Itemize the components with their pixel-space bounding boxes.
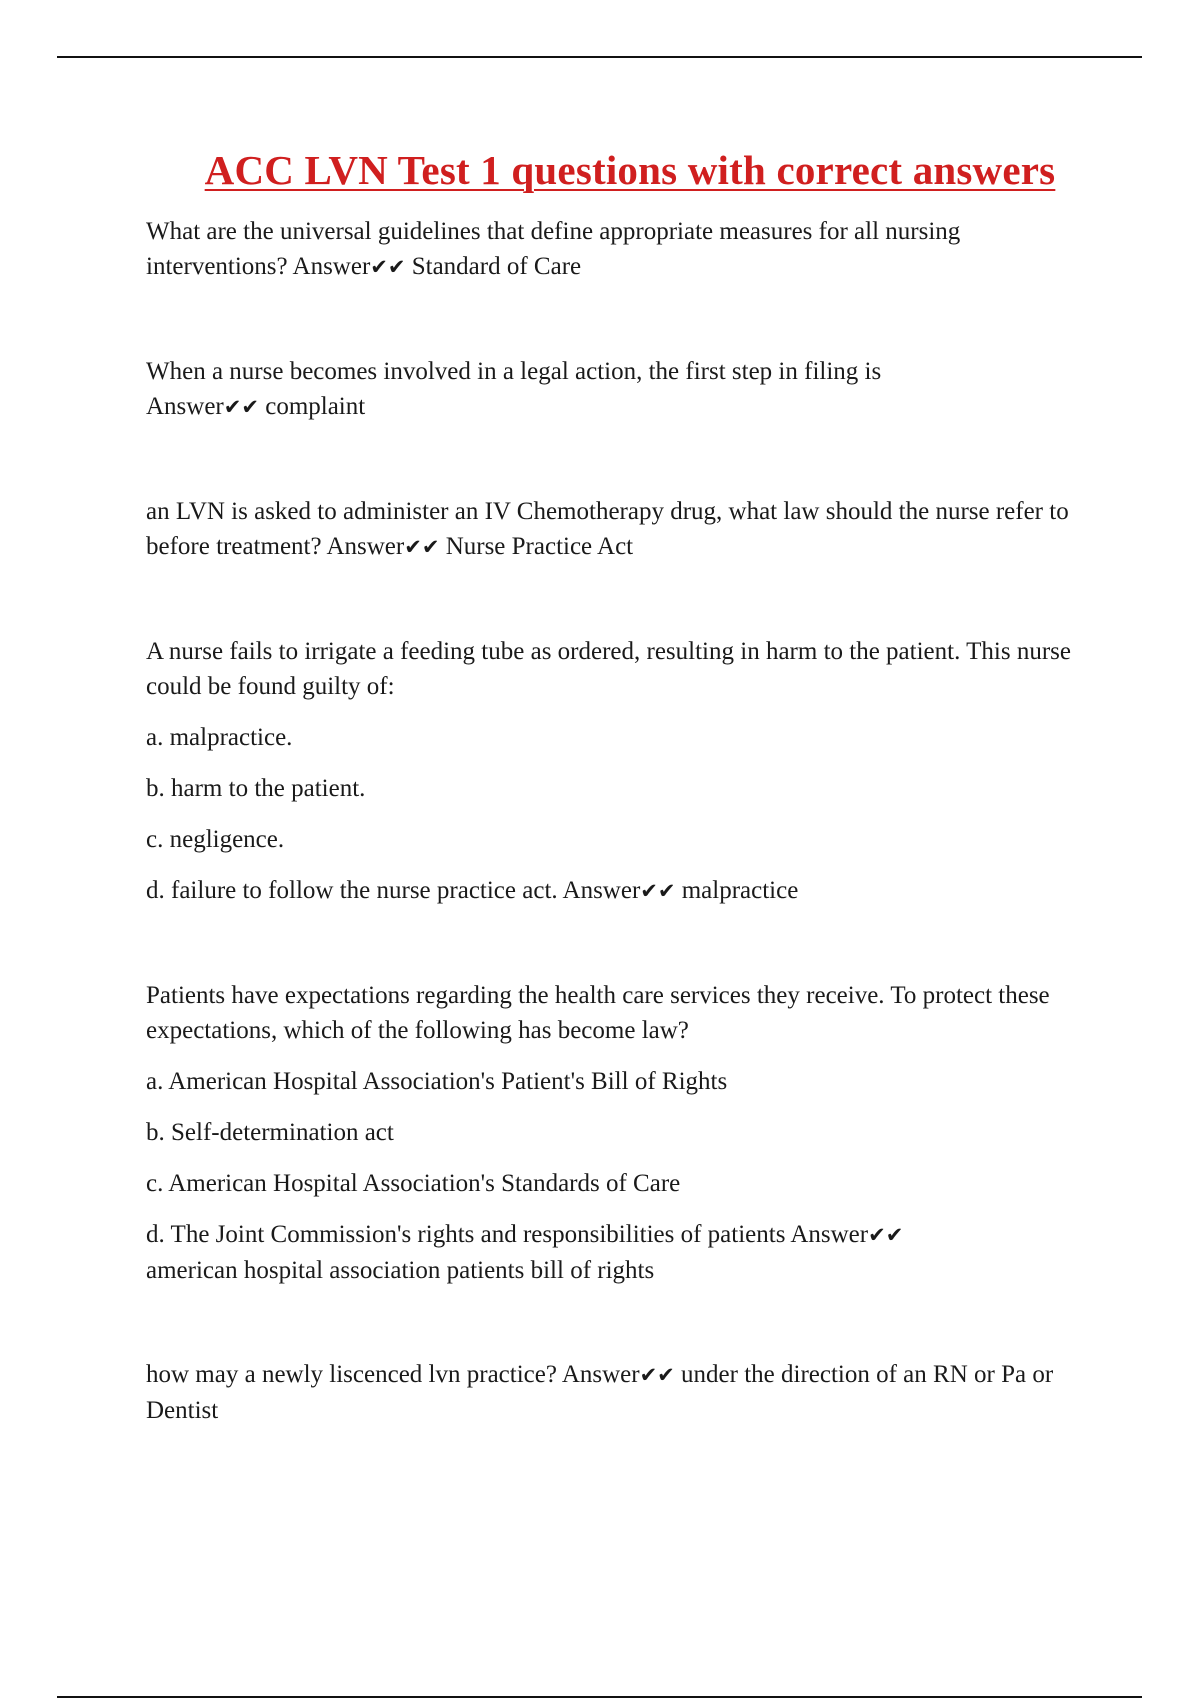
question-text: how may a newly liscenced lvn practice? (146, 1361, 557, 1388)
question-text: What are the universal guidelines that define appropriate measures for all nursing interventions? (146, 218, 961, 280)
double-check-icon: ✔✔ (223, 395, 259, 419)
option-c: c. American Hospital Association's Standards of Care (146, 1170, 681, 1197)
qa-item-6 (146, 1357, 1086, 1428)
answer-label: Answer (561, 1361, 640, 1388)
qa-item-5 (146, 978, 1086, 1288)
option-b: b. harm to the patient. (146, 775, 366, 802)
qa-item-2 (146, 354, 1086, 425)
option-a: a. malpractice. (146, 724, 293, 751)
answer-text: malpractice (681, 877, 799, 904)
qa-text (146, 494, 1086, 565)
qa-text (146, 1357, 1086, 1428)
double-check-icon: ✔✔ (868, 1223, 904, 1247)
answer-text: Nurse Practice Act (445, 533, 634, 560)
answer-label: Answer (292, 253, 371, 280)
question-text: Patients have expectations regarding the health care services they receive. To protect these expectations, which of the following has become law? (146, 982, 1050, 1044)
double-check-icon: ✔✔ (404, 535, 440, 559)
option-b: b. Self-determination act (146, 1119, 394, 1146)
answer-text: american hospital association patients bill of rights (146, 1257, 655, 1284)
double-check-icon: ✔✔ (370, 255, 406, 279)
option-d-text: d. The Joint Commission's rights and responsibilities of patients (146, 1221, 786, 1248)
option-d (146, 1217, 1086, 1288)
header-rule (57, 56, 1142, 58)
double-check-icon: ✔✔ (640, 879, 676, 903)
question-text: an LVN is asked to administer an IV Chemotherapy drug, what law should the nurse refer to before treatment? (146, 498, 1069, 560)
qa-text (146, 354, 1086, 425)
qa-text (146, 214, 1086, 285)
answer-label: Answer (146, 393, 224, 420)
document-title: ACC LVN Test 1 questions with correct answers (204, 147, 1056, 193)
option-d-text: d. failure to follow the nurse practice act. (146, 877, 558, 904)
qa-item-3 (146, 494, 1086, 565)
qa-list (146, 214, 1086, 1497)
qa-item-1 (146, 214, 1086, 285)
answer-label: Answer (326, 533, 405, 560)
option-a: a. American Hospital Association's Patient's Bill of Rights (146, 1068, 728, 1095)
question-text: A nurse fails to irrigate a feeding tube as ordered, resulting in harm to the patient. This nurse could be found guilty of: (146, 638, 1071, 700)
footer-rule (57, 1696, 1142, 1698)
answer-label: Answer (790, 1221, 869, 1248)
double-check-icon: ✔✔ (639, 1363, 675, 1387)
answer-text: Standard of Care (411, 253, 582, 280)
answer-text: under the direction of an RN or Pa or Dentist (146, 1361, 1054, 1424)
option-d (146, 873, 1086, 909)
qa-item-4 (146, 634, 1086, 909)
option-c: c. negligence. (146, 826, 285, 853)
question-text: When a nurse becomes involved in a legal action, the first step in filing is (146, 358, 882, 385)
answer-text: complaint (265, 393, 366, 420)
answer-label: Answer (562, 877, 641, 904)
